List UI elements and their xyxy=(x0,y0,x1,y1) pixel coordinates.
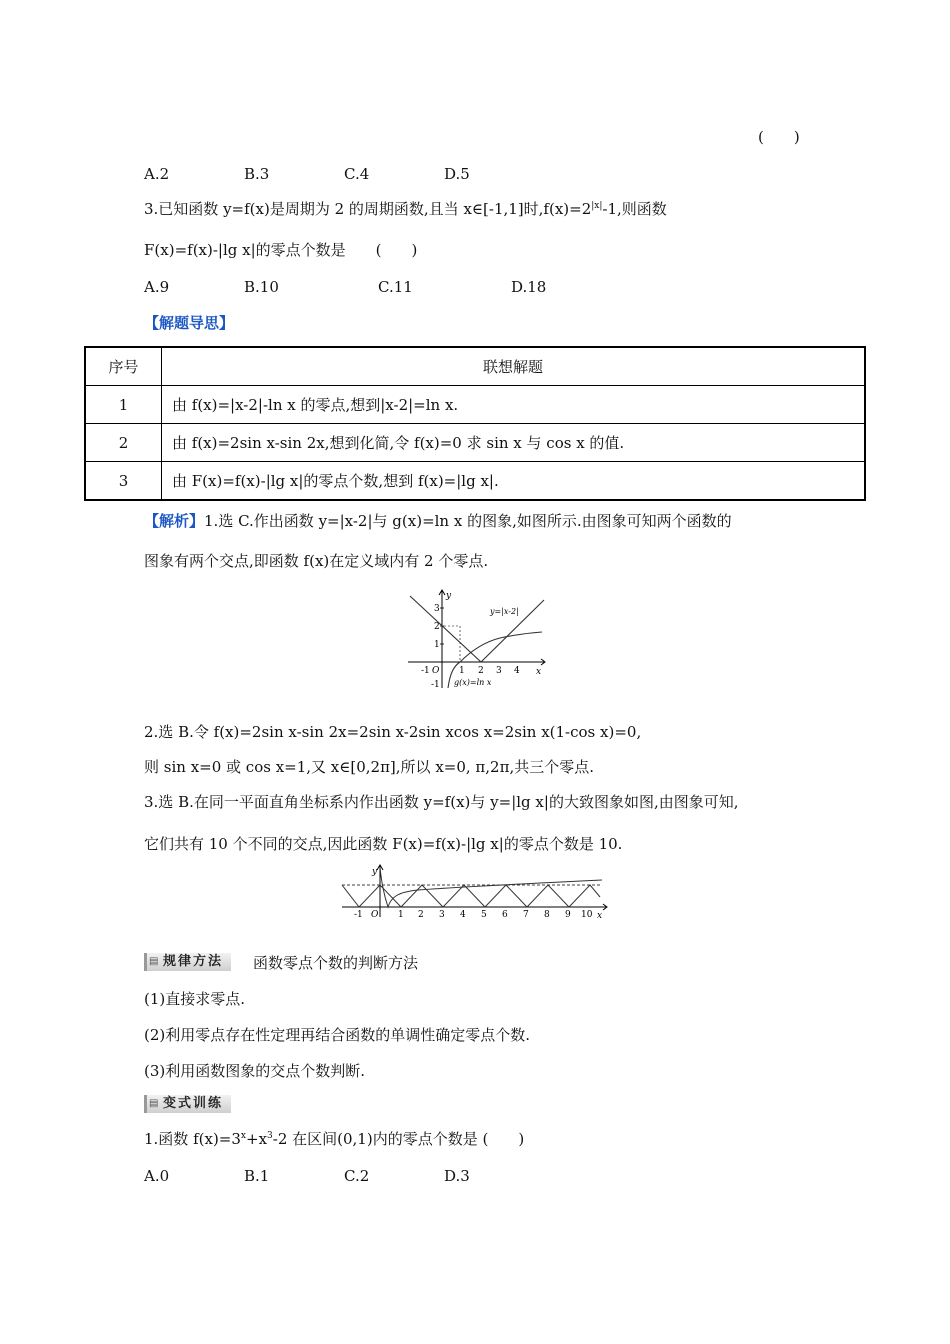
y-tick-label: 3 xyxy=(434,604,440,614)
method-badge: ▤ 规律方法 xyxy=(144,953,231,971)
x-tick-label: 6 xyxy=(502,910,508,919)
x-tick-label: 10 xyxy=(581,910,593,919)
x-tick-label: 2 xyxy=(478,666,484,676)
x-axis-label: x xyxy=(597,911,603,919)
guide-heading: 【解题导思】 xyxy=(144,314,235,332)
p1-option-c: C.2 xyxy=(344,1167,370,1185)
analysis-line6: 它们共有 10 个不同的交点,因此函数 F(x)=f(x)-|lg x|的零点个数是 10. xyxy=(144,835,623,853)
practice-badge: ▤ 变式训练 xyxy=(144,1095,231,1113)
q2-option-c: C.4 xyxy=(344,165,370,183)
row-num: 2 xyxy=(85,424,162,462)
answer-paren: ( ) xyxy=(758,128,800,146)
analysis-line4: 则 sin x=0 或 cos x=1,又 x∈[0,2π],所以 x=0, π,2π,共三个零点. xyxy=(144,758,594,776)
q2-option-d: D.5 xyxy=(444,165,470,183)
x-tick-label: 7 xyxy=(523,910,529,919)
method-item: (1)直接求零点. xyxy=(144,990,246,1008)
x-tick-label: 1 xyxy=(459,666,465,676)
x-tick-label: 8 xyxy=(544,910,550,919)
y-axis-label: y xyxy=(446,591,452,601)
x-axis-label: x xyxy=(536,667,542,677)
header-content: 联想解题 xyxy=(162,347,866,386)
periodic-curve xyxy=(342,885,600,907)
x-tick-label: -1 xyxy=(421,666,430,676)
guide-table xyxy=(84,346,866,501)
x-tick-label: 9 xyxy=(565,910,571,919)
table-row xyxy=(85,462,865,501)
row-text: 由 F(x)=f(x)-|lg x|的零点个数,想到 f(x)=|lg x|. xyxy=(162,462,866,501)
q3-option-c: C.11 xyxy=(378,278,413,296)
analysis-line3: 2.选 B.令 f(x)=2sin x-sin 2x=2sin x-2sin xcos x=2sin x(1-cos x)=0, xyxy=(144,723,642,741)
y-tick-label: 2 xyxy=(434,622,440,632)
x-tick-label: 1 xyxy=(398,910,404,919)
method-title: 函数零点个数的判断方法 xyxy=(253,954,419,972)
q3-option-a: A.9 xyxy=(144,278,170,296)
y-tick-label: 1 xyxy=(434,640,440,650)
x-tick-label: 3 xyxy=(439,910,445,919)
x-tick-label: 4 xyxy=(460,910,466,919)
method-item: (3)利用函数图象的交点个数判断. xyxy=(144,1062,366,1080)
abs-curve-label: y=|x-2| xyxy=(490,607,519,616)
graph-abs-vs-ln xyxy=(404,588,549,691)
origin-label: O xyxy=(371,910,379,919)
p1-option-a: A.0 xyxy=(144,1167,170,1185)
method-item: (2)利用零点存在性定理再结合函数的单调性确定零点个数. xyxy=(144,1026,531,1044)
origin-label: O xyxy=(432,666,440,676)
analysis-line1: 【解析】1.选 C.作出函数 y=|x-2|与 g(x)=ln x 的图象,如图所示.由图象可知两个函数的 xyxy=(144,512,732,530)
p1-option-d: D.3 xyxy=(444,1167,470,1185)
q3-option-d: D.18 xyxy=(511,278,547,296)
x-tick-label: 4 xyxy=(514,666,520,676)
q2-option-b: B.3 xyxy=(244,165,270,183)
q3-option-b: B.10 xyxy=(244,278,279,296)
x-tick-label: 3 xyxy=(496,666,502,676)
table-header-row xyxy=(85,347,865,386)
table-row xyxy=(85,386,865,424)
y-tick-label: -1 xyxy=(431,680,440,690)
row-text: 由 f(x)=|x-2|-ln x 的零点,想到|x-2|=ln x. xyxy=(162,386,866,424)
x-tick-label: 5 xyxy=(481,910,487,919)
analysis-line5: 3.选 B.在同一平面直角坐标系内作出函数 y=f(x)与 y=|lg x|的大致图象如图,由图象可知, xyxy=(144,793,739,811)
x-tick-label: 2 xyxy=(418,910,424,919)
q3-stem-line1: 3.已知函数 y=f(x)是周期为 2 的周期函数,且当 x∈[-1,1]时$,f(x)=2^{|x|}-1$,则函数 xyxy=(144,200,667,218)
abs-curve xyxy=(410,596,544,662)
x-tick-label: -1 xyxy=(354,910,363,919)
ln-curve-label: g(x)=ln x xyxy=(454,678,492,687)
q2-option-a: A.2 xyxy=(144,165,170,183)
row-num: 3 xyxy=(85,462,162,501)
header-num: 序号 xyxy=(85,347,162,386)
analysis-line2: 图象有两个交点,即函数 f(x)在定义域内有 2 个零点. xyxy=(144,552,489,570)
q3-stem-line2: F(x)=f(x)-|lg x|的零点个数是 ( ) xyxy=(144,241,418,259)
row-text: 由 f(x)=2sin x-sin 2x,想到化简,令 f(x)=0 求 sin x 与 cos x 的值. xyxy=(162,424,866,462)
practice-q1-stem: 1.函数 $f(x)=3^x+x^3-2$ 在区间(0,1)内的零点个数是 ( ) xyxy=(144,1130,525,1148)
p1-option-b: B.1 xyxy=(244,1167,270,1185)
y-axis-label: y xyxy=(372,867,378,877)
row-num: 1 xyxy=(85,386,162,424)
graph-periodic-vs-lg xyxy=(338,863,610,919)
table-row xyxy=(85,424,865,462)
